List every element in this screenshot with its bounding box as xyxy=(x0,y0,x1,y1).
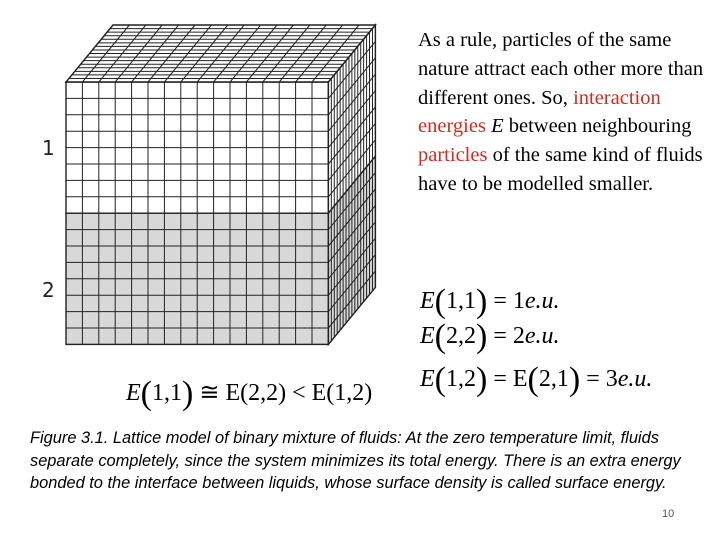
figure-caption: Figure 3.1. Lattice model of binary mixture of fluids: At the zero temperature limit, fluids separate completely, since the system minimizes its total energy. There is an extra energy bonded to the interface between liquids, whose surface density is called surface energy. xyxy=(30,429,681,492)
paragraph-text-3: of the same kind of fluids have to be modelled smaller. xyxy=(418,144,703,195)
lattice-cube-figure xyxy=(0,0,410,360)
paragraph-energy-symbol: E xyxy=(491,115,504,138)
equation-e22: E(2,2) = 2e.u. xyxy=(420,318,560,355)
layer-label-2: 2 xyxy=(42,278,55,302)
slide-number: 10 xyxy=(662,508,675,520)
equation-e11: E(1,1) = 1e.u. xyxy=(420,283,560,320)
paragraph-text-1: As a rule, particles of the same nature attract each other more than different ones. So, xyxy=(418,29,704,109)
equation-e12: E(1,2) = E(2,1) = 3e.u. xyxy=(420,361,653,398)
paragraph-highlight-2: particles xyxy=(418,144,488,167)
layer-label-1: 1 xyxy=(42,136,55,160)
paragraph-highlight-1: interaction energies xyxy=(418,86,661,138)
inequality-energies: E(1,1) ≅ E(2,2) < E(1,2) xyxy=(126,375,373,412)
explanation-paragraph xyxy=(418,26,718,199)
paragraph-text-2: between neighbouring xyxy=(503,115,692,138)
